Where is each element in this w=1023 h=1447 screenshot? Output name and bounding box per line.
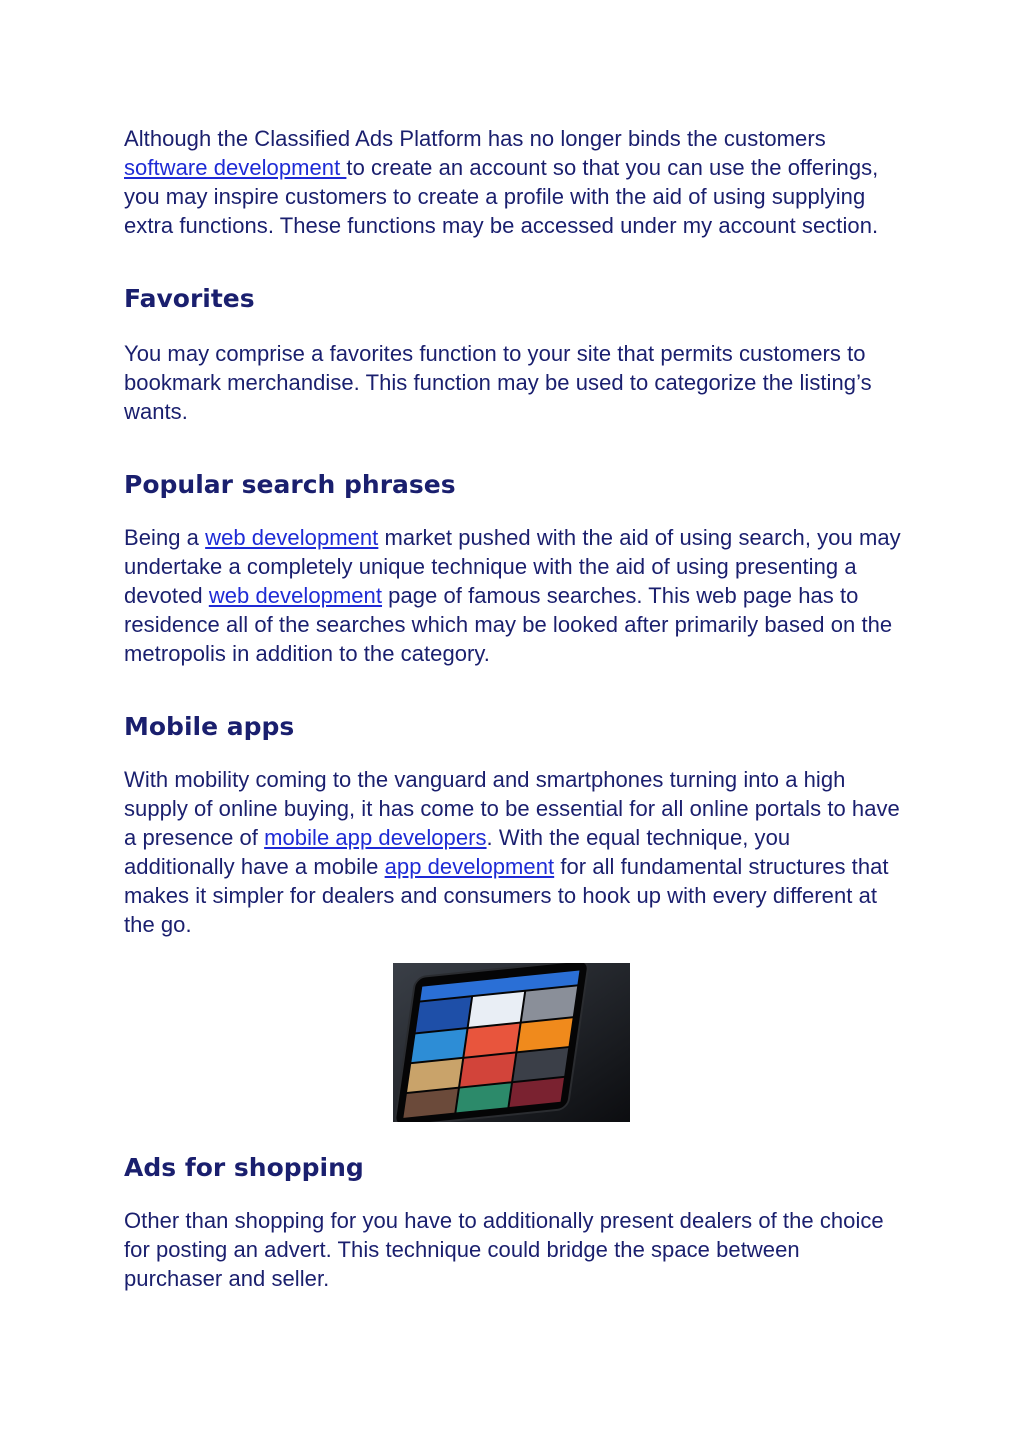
- smartphone-illustration: [393, 963, 630, 1122]
- favorites-heading: Favorites: [124, 284, 255, 313]
- popular-search-heading: Popular search phrases: [124, 470, 456, 499]
- app-development-link[interactable]: app development: [384, 854, 555, 879]
- web-development-link-2[interactable]: web development: [208, 583, 383, 608]
- popular-search-paragraph: Being a web development market pushed with the aid of using search, you may undertake a completely unique technique with the aid of using presenting a devoted web development page of famous searches. This web page has to residence all of the searches which may be looked after primarily based on the metropolis in addition to the category.: [124, 525, 901, 666]
- mobile-app-developers-link[interactable]: mobile app developers: [264, 825, 487, 850]
- ads-for-shopping-paragraph: Other than shopping for you have to additionally present dealers of the choice for posting an advert. This technique could bridge the space between purchaser and seller.: [124, 1208, 884, 1291]
- web-development-link[interactable]: web development: [205, 525, 379, 550]
- smartphone-photo: [393, 963, 630, 1122]
- favorites-paragraph: You may comprise a favorites function to your site that permits customers to bookmark merchandise. This function may be used to categorize the listing’s wants.: [124, 341, 872, 424]
- intro-paragraph: Although the Classified Ads Platform has no longer binds the customers software development to create an account so that you can use the offerings, you may inspire customers to create a profile with the aid of using supplying extra functions. These functions may be accessed under my account section.: [124, 126, 879, 238]
- software-development-link[interactable]: software development: [124, 155, 347, 180]
- mobile-apps-heading: Mobile apps: [124, 712, 295, 741]
- image-container: [120, 963, 903, 1122]
- mobile-apps-paragraph: With mobility coming to the vanguard and smartphones turning into a high supply of online buying, it has come to be essential for all online portals to have a presence of mobile app developers. With the equal technique, you additionally have a mobile app development for all fundamental structures that makes it simpler for dealers and consumers to hook up with every different at the go.: [124, 767, 900, 937]
- ads-for-shopping-heading: Ads for shopping: [124, 1153, 364, 1182]
